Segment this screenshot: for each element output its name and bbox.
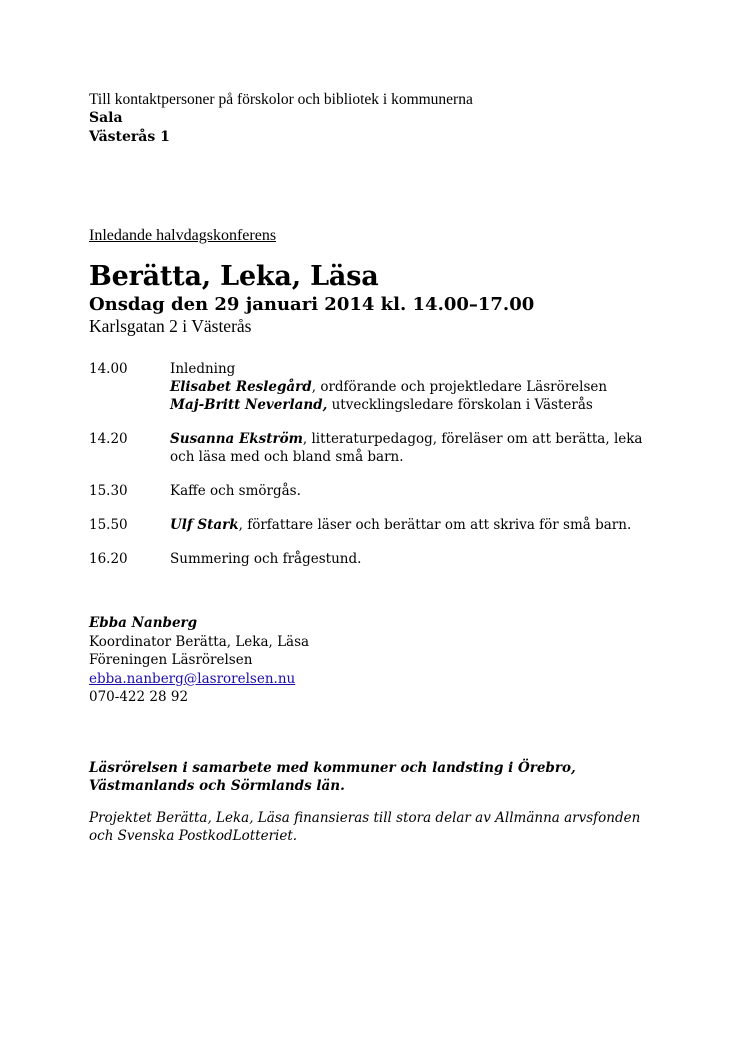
- agenda-line: [170, 360, 689, 378]
- agenda-time: 15.30: [89, 483, 128, 499]
- agenda-description: [170, 482, 689, 500]
- funding-line: och Svenska PostkodLotteriet.: [89, 827, 298, 844]
- recipient-block: [89, 90, 689, 147]
- contact-name: Ebba Nanberg: [89, 615, 198, 631]
- agenda-line: [170, 448, 689, 466]
- contact-organization: Föreningen Läsrörelsen: [89, 652, 253, 668]
- agenda-description: [170, 550, 689, 568]
- contact-block: [89, 614, 689, 707]
- agenda-description: [170, 516, 689, 534]
- contact-role: Koordinator Berätta, Leka, Läsa: [89, 633, 310, 650]
- agenda-text: , litteraturpedagog, föreläser om att berätta, leka: [302, 431, 643, 447]
- conference-subheading: Inledande halvdagskonferens: [89, 227, 277, 244]
- agenda-text: och läsa med och bland små barn.: [170, 449, 404, 465]
- agenda-row: [89, 550, 689, 568]
- recipient-municipality-sala: Sala: [89, 110, 123, 126]
- agenda-line: [170, 396, 689, 414]
- agenda-text: , ordförande och projektledare Läsrörelsen: [311, 379, 608, 395]
- agenda: [89, 360, 689, 568]
- speaker-name: Elisabet Reslegård: [170, 379, 312, 395]
- recipient-line: Till kontaktpersoner på förskolor och bibliotek i kommunerna: [89, 91, 473, 108]
- page-title: Berätta, Leka, Läsa: [89, 261, 379, 292]
- funding-note: [89, 809, 689, 845]
- agenda-line: [170, 378, 689, 396]
- recipient-municipality-vasteras: Västerås 1: [89, 129, 170, 145]
- agenda-description: [170, 430, 689, 466]
- agenda-text: Kaffe och smörgås.: [170, 483, 301, 499]
- contact-phone: 070-422 28 92: [89, 689, 189, 705]
- agenda-row: [89, 516, 689, 534]
- agenda-row: [89, 430, 689, 466]
- agenda-row: [89, 360, 689, 414]
- speaker-name: Maj-Britt Neverland,: [170, 397, 328, 413]
- agenda-row: [89, 482, 689, 500]
- agenda-text: Inledning: [170, 361, 236, 377]
- agenda-text: utvecklingsledare förskolan i Västerås: [327, 397, 593, 413]
- funding-line: Projektet Berätta, Leka, Läsa finansieras till stora delar av Allmänna arvsfonden: [89, 809, 641, 826]
- agenda-line: [170, 482, 689, 500]
- event-location: Karlsgatan 2 i Västerås: [89, 316, 252, 336]
- speaker-name: Susanna Ekström: [170, 431, 303, 447]
- agenda-time: 15.50: [89, 517, 128, 533]
- contact-email-link[interactable]: ebba.nanberg@lasrorelsen.nu: [89, 670, 296, 687]
- event-date: Onsdag den 29 januari 2014 kl. 14.00–17.00: [89, 294, 535, 315]
- agenda-text: , författare läser och berättar om att skriva för små barn.: [238, 517, 632, 533]
- agenda-time: 16.20: [89, 551, 128, 567]
- agenda-description: [170, 360, 689, 414]
- agenda-line: [170, 430, 689, 448]
- agenda-text: Summering och frågestund.: [170, 551, 362, 567]
- agenda-time: 14.00: [89, 361, 128, 377]
- speaker-name: Ulf Stark: [170, 517, 239, 533]
- partnership-line: Västmanlands och Sörmlands län.: [89, 777, 345, 794]
- document-page: [89, 90, 689, 845]
- agenda-line: [170, 550, 689, 568]
- partnership-note: [89, 759, 689, 795]
- partnership-line: Läsrörelsen i samarbete med kommuner och landsting i Örebro,: [89, 759, 576, 776]
- agenda-time: 14.20: [89, 431, 128, 447]
- agenda-line: [170, 516, 689, 534]
